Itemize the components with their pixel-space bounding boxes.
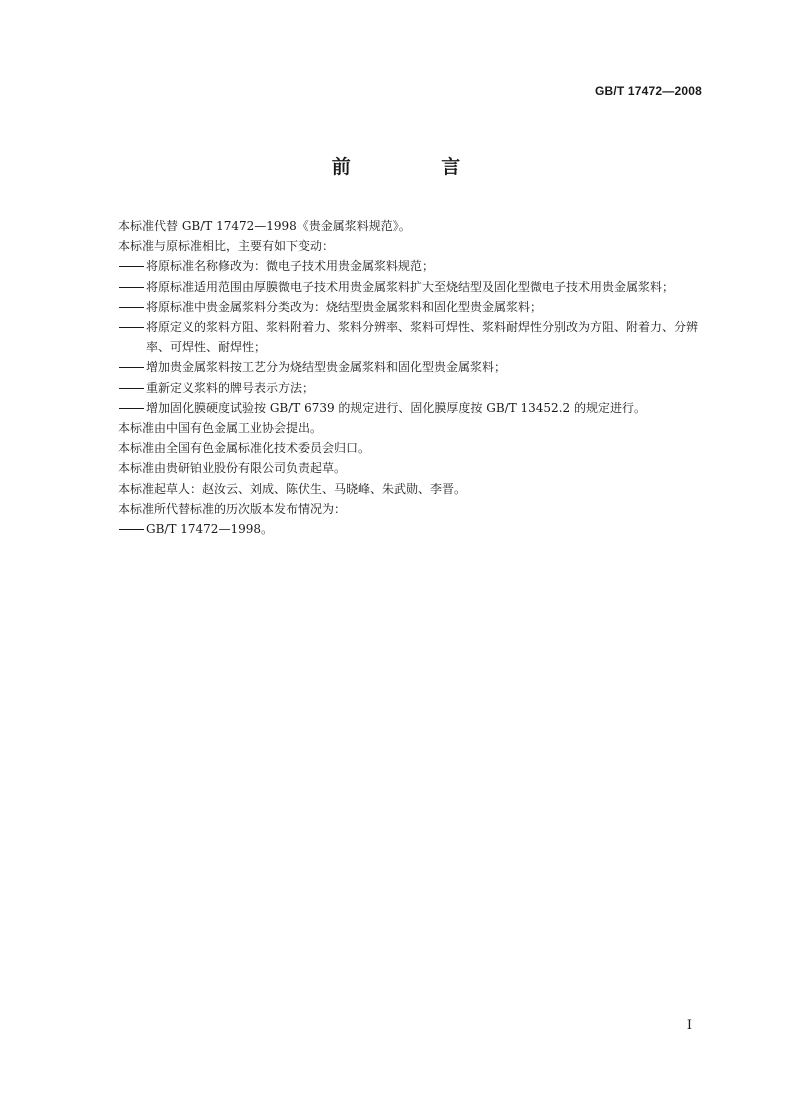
change-item <box>118 378 708 398</box>
standard-code: GB/T 17472—2008 <box>594 84 702 98</box>
dash-marker <box>118 398 146 418</box>
paragraph-drafters: 本标准起草人：赵汝云、刘成、陈伏生、马晓峰、朱武勋、李晋。 <box>118 481 467 496</box>
history-item-text: GB/T 17472—1998。 <box>146 522 273 537</box>
paragraph-proposed: 本标准由中国有色金属工业协会提出。 <box>118 421 323 436</box>
page-number: I <box>686 1018 692 1033</box>
paragraph-drafting-unit: 本标准由贵研铂业股份有限公司负责起草。 <box>118 461 347 476</box>
paragraph-centralized: 本标准由全国有色金属标准化技术委员会归口。 <box>118 441 371 456</box>
dash-marker <box>118 256 146 276</box>
history-item <box>118 519 708 539</box>
foreword-body <box>118 216 708 539</box>
change-item <box>118 277 708 297</box>
change-item <box>118 297 708 317</box>
change-item-text: 增加贵金属浆料按工艺分为烧结型贵金属浆料和固化型贵金属浆料； <box>146 360 507 375</box>
change-item <box>118 256 708 276</box>
change-item-text: 将原标准名称修改为：微电子技术用贵金属浆料规范； <box>146 259 435 274</box>
dash-marker <box>118 277 146 297</box>
change-item-text: 增加固化膜硬度试验按 GB/T 6739 的规定进行、固化膜厚度按 GB/T 13452.2 的规定进行。 <box>146 400 646 415</box>
page-title: 前 言 <box>331 156 503 178</box>
dash-marker <box>118 357 146 377</box>
paragraph-compare: 本标准与原标准相比，主要有如下变动： <box>118 239 335 254</box>
change-item-text: 重新定义浆料的牌号表示方法； <box>146 380 315 395</box>
change-item <box>118 398 708 418</box>
change-item-text: 将原标准中贵金属浆料分类改为：烧结型贵金属浆料和固化型贵金属浆料； <box>146 299 543 314</box>
paragraph-replace: 本标准代替 GB/T 17472—1998《贵金属浆料规范》。 <box>118 219 411 233</box>
dash-marker <box>118 317 146 337</box>
change-item-text: 将原定义的浆料方阻、浆料附着力、浆料分辨率、浆料可焊性、浆料耐焊性分别改为方阻、附着力、分辨率、可焊性、耐焊性； <box>146 320 699 355</box>
change-item <box>118 357 708 377</box>
dash-marker <box>118 519 146 539</box>
paragraph-history: 本标准所代替标准的历次版本发布情况为： <box>118 501 347 516</box>
dash-marker <box>118 297 146 317</box>
change-item-text: 将原标准适用范围由厚膜微电子技术用贵金属浆料扩大至烧结型及固化型微电子技术用贵金属浆料； <box>146 279 675 294</box>
change-item <box>118 317 708 357</box>
dash-marker <box>118 378 146 398</box>
